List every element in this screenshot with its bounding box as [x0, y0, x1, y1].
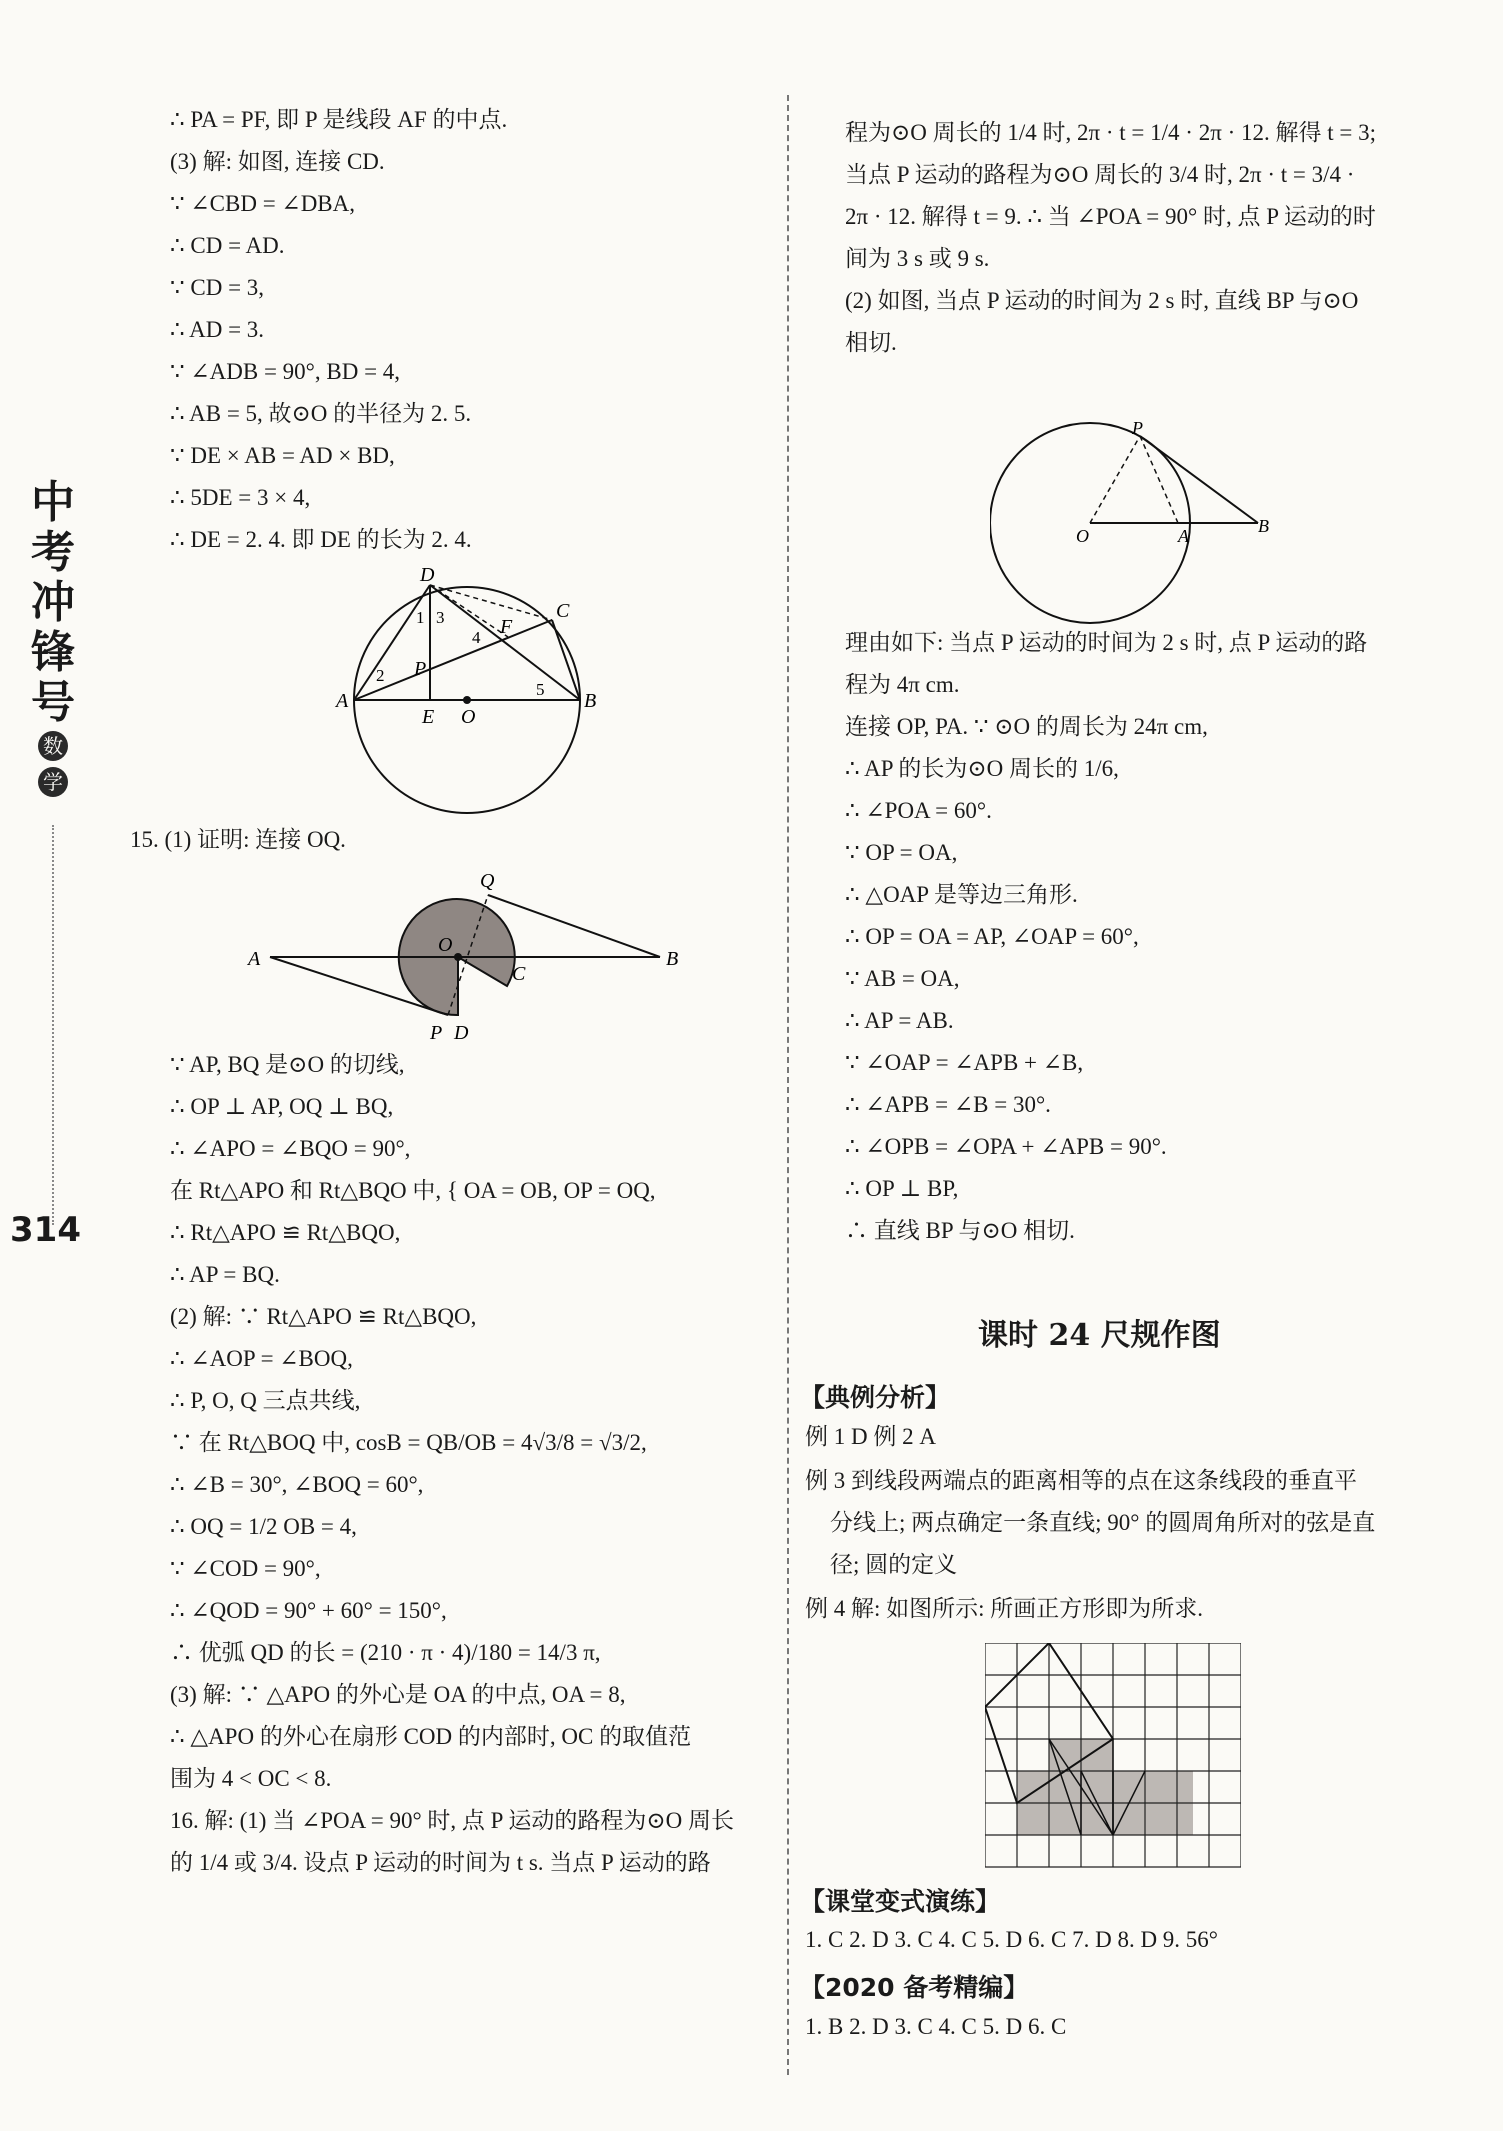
section-practice: 【课堂变式演练】: [800, 1887, 1001, 1916]
text-line: ∴ ∠QOD = 90° + 60° = 150°,: [170, 1598, 447, 1623]
text-line: ∴ AB = 5, 故⊙O 的半径为 2. 5.: [170, 401, 472, 426]
figure-sector-tangents: [240, 865, 690, 1045]
text-line: ∵ ∠OAP = ∠APB + ∠B,: [845, 1050, 1084, 1075]
text-line: 围为 4 < OC < 8.: [170, 1766, 332, 1791]
text-line: 15. (1) 证明: 连接 OQ.: [130, 827, 346, 852]
text-line: ∴ P, O, Q 三点共线,: [170, 1388, 361, 1413]
text-line: 的 1/4 或 3/4. 设点 P 运动的时间为 t s. 当点 P 运动的路: [170, 1850, 711, 1875]
answers-practice: 1. C 2. D 3. C 4. C 5. D 6. C 7. D 8. D 9. 56°: [805, 1927, 1219, 1952]
section-2020-prep: 【2020 备考精编】: [800, 1973, 1029, 2002]
text-line: ∴ OQ = 1/2 OB = 4,: [170, 1514, 357, 1539]
figure-circle-tangent: [990, 418, 1290, 628]
label-P: P: [430, 1022, 443, 1044]
text-line: ∴ OP ⊥ AP, OQ ⊥ BQ,: [170, 1094, 394, 1119]
text-line: ∴ △APO 的外心在扇形 COD 的内部时, OC 的取值范: [170, 1724, 692, 1749]
text-line: ∵ CD = 3,: [170, 275, 265, 300]
label-D: D: [420, 565, 435, 586]
label-5: 5: [536, 680, 545, 699]
text-line: ∴ OP ⊥ BP,: [845, 1176, 959, 1201]
example-3-line: 径; 圆的定义: [830, 1552, 958, 1577]
text-line: ∴ AP = AB.: [845, 1008, 954, 1033]
label-B: B: [1258, 516, 1269, 536]
example-3-line: 分线上; 两点确定一条直线; 90° 的圆周角所对的弦是直: [830, 1510, 1376, 1535]
label-C: C: [556, 600, 570, 622]
figure-circle-triangle: [330, 565, 610, 820]
text-line: ∵ ∠COD = 90°,: [170, 1556, 321, 1581]
text-line: ∵ AB = OA,: [845, 966, 960, 991]
example-3-line: 例 3 到线段两端点的距离相等的点在这条线段的垂直平: [805, 1468, 1357, 1493]
page-number: 314: [10, 1210, 81, 1250]
text-line: ∴ ∠APB = ∠B = 30°.: [845, 1092, 1051, 1117]
text-line: 程为 4π cm.: [845, 672, 960, 697]
sidebar-dotted-line: [52, 825, 54, 1225]
text-line: 间为 3 s 或 9 s.: [845, 246, 990, 271]
label-O: O: [1076, 526, 1089, 546]
text-line: 程为⊙O 周长的 1/4 时, 2π · t = 1/4 · 2π · 12. 解得 t = 3;: [845, 120, 1376, 145]
answers-2020-prep: 1. B 2. D 3. C 4. C 5. D 6. C: [805, 2014, 1067, 2039]
text-line: (3) 解: ∵ △APO 的外心是 OA 的中点, OA = 8,: [170, 1682, 626, 1707]
label-C: C: [512, 963, 526, 985]
text-line: 相切.: [845, 330, 897, 355]
text-line: ∵ ∠CBD = ∠DBA,: [170, 191, 355, 216]
text-line: 连接 OP, PA. ∵ ⊙O 的周长为 24π cm,: [845, 714, 1208, 739]
text-line: (3) 解: 如图, 连接 CD.: [170, 149, 385, 174]
text-line: ∵ OP = OA,: [845, 840, 958, 865]
text-line: ∴ 5DE = 3 × 4,: [170, 485, 311, 510]
text-line: ∴ Rt△APO ≌ Rt△BQO,: [170, 1220, 401, 1245]
text-line: ∴ AP = BQ.: [170, 1262, 280, 1287]
label-E: E: [422, 706, 435, 728]
example-1-2: 例 1 D 例 2 A: [805, 1424, 936, 1449]
text-line: ∴ AP 的长为⊙O 周长的 1/6,: [845, 756, 1119, 781]
text-line: ∴ ∠AOP = ∠BOQ,: [170, 1346, 353, 1371]
label-F: F: [500, 616, 513, 638]
subject-badge: 学: [38, 767, 68, 797]
title-char: 号: [31, 677, 75, 728]
text-line: ∴ △OAP 是等边三角形.: [845, 882, 1078, 907]
text-line: ∴ CD = AD.: [170, 233, 285, 258]
label-P: P: [414, 658, 427, 680]
text-line: ∵ AP, BQ 是⊙O 的切线,: [170, 1052, 405, 1077]
section-typical-examples: 【典例分析】: [800, 1383, 951, 1412]
column-divider: [787, 95, 789, 2075]
label-A: A: [336, 690, 349, 712]
text-line: ∵ 在 Rt△BOQ 中, cosB = QB/OB = 4√3/8 = √3/2,: [170, 1430, 647, 1455]
title-char: 中: [31, 477, 75, 528]
title-char: 冲: [31, 577, 75, 628]
text-line: ∵ DE × AB = AD × BD,: [170, 443, 395, 468]
label-B: B: [666, 948, 679, 970]
text-line: 2π · 12. 解得 t = 9. ∴ 当 ∠POA = 90° 时, 点 P 运动的时: [845, 204, 1376, 229]
text-line: ∵ ∠ADB = 90°, BD = 4,: [170, 359, 401, 384]
text-line: ∴ ∠POA = 60°.: [845, 798, 992, 823]
label-Q: Q: [480, 870, 495, 892]
text-line: 在 Rt△APO 和 Rt△BQO 中, { OA = OB, OP = OQ,: [170, 1178, 656, 1203]
text-line: ∴ DE = 2. 4. 即 DE 的长为 2. 4.: [170, 527, 472, 552]
text-line: 当点 P 运动的路程为⊙O 周长的 3/4 时, 2π · t = 3/4 ·: [845, 162, 1355, 187]
title-char: 考: [31, 527, 75, 578]
text-line: 理由如下: 当点 P 运动的时间为 2 s 时, 点 P 运动的路: [845, 630, 1368, 655]
label-3: 3: [436, 608, 445, 627]
label-2: 2: [376, 666, 385, 685]
lesson-title: 课时 24 尺规作图: [978, 1318, 1221, 1353]
label-4: 4: [472, 628, 481, 647]
label-A: A: [248, 948, 261, 970]
label-O: O: [438, 934, 453, 956]
label-1: 1: [416, 608, 425, 627]
label-P: P: [1132, 418, 1143, 438]
text-line: ∴ ∠B = 30°, ∠BOQ = 60°,: [170, 1472, 424, 1497]
text-line: 16. 解: (1) 当 ∠POA = 90° 时, 点 P 运动的路程为⊙O 周长: [170, 1808, 734, 1833]
sidebar-title: [28, 478, 78, 800]
label-B: B: [584, 690, 597, 712]
example-4: 例 4 解: 如图所示: 所画正方形即为所求.: [805, 1596, 1204, 1621]
title-char: 锋: [31, 627, 75, 678]
text-line: ∴ 优弧 QD 的长 = (210 · π · 4)/180 = 14/3 π,: [170, 1640, 601, 1665]
label-D: D: [454, 1022, 469, 1044]
label-O: O: [461, 706, 476, 728]
text-line: ∴ ∠OPB = ∠OPA + ∠APB = 90°.: [845, 1134, 1167, 1159]
subject-badge: 数: [38, 731, 68, 761]
label-A: A: [1178, 526, 1189, 546]
text-line: ∴ OP = OA = AP, ∠OAP = 60°,: [845, 924, 1139, 949]
text-line: ∴ ∠APO = ∠BQO = 90°,: [170, 1136, 411, 1161]
text-line: ∴ PA = PF, 即 P 是线段 AF 的中点.: [170, 107, 508, 132]
text-line: ∴ AD = 3.: [170, 317, 265, 342]
text-line: ∴ 直线 BP 与⊙O 相切.: [845, 1218, 1075, 1243]
text-line: (2) 解: ∵ Rt△APO ≌ Rt△BQO,: [170, 1304, 477, 1329]
text-line: (2) 如图, 当点 P 运动的时间为 2 s 时, 直线 BP 与⊙O: [845, 288, 1359, 313]
figure-grid-square: [985, 1643, 1241, 1869]
